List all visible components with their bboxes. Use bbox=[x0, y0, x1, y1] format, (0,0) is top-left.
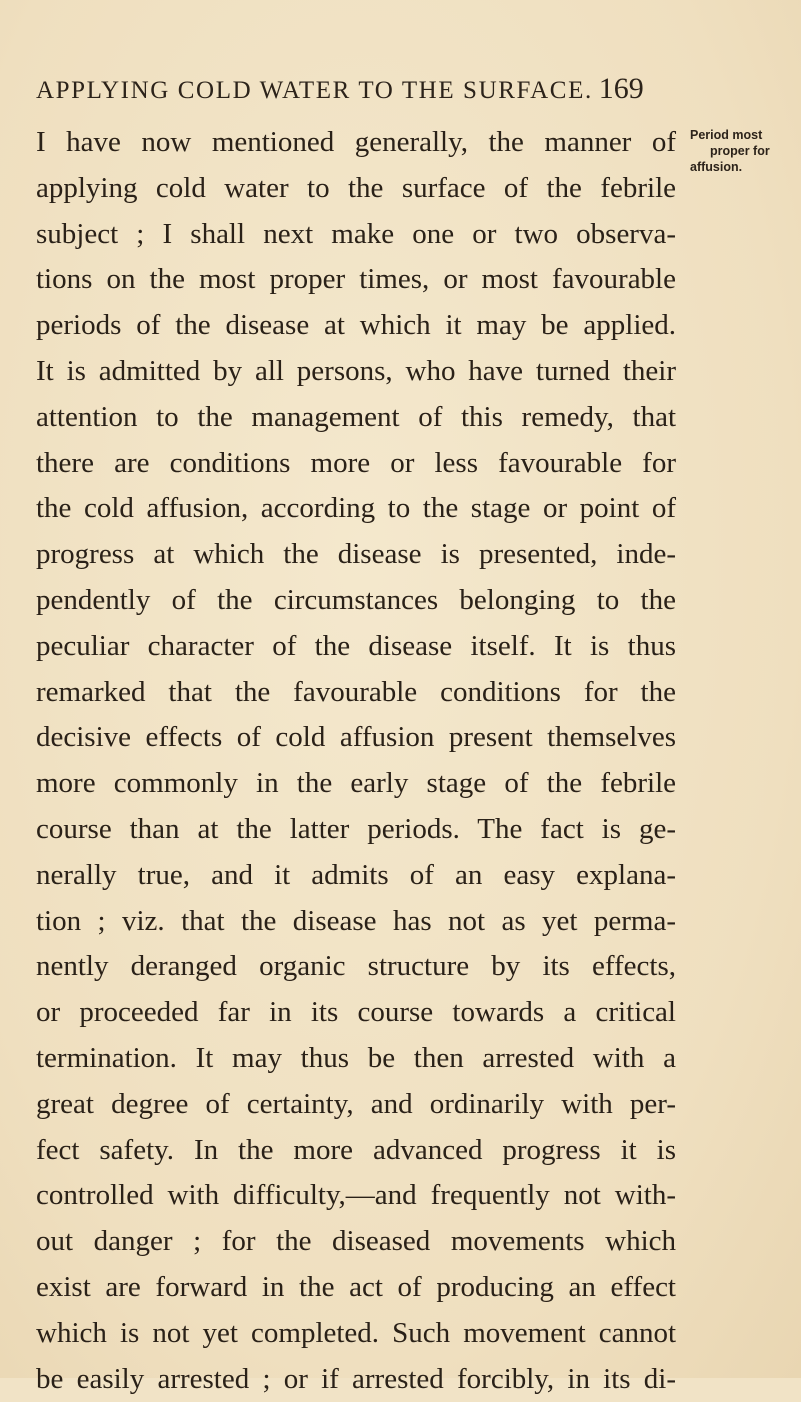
text-line: termination. It may thus be then arrested with a bbox=[36, 1041, 676, 1074]
text-line: tions on the most proper times, or most favourable bbox=[36, 263, 676, 296]
margin-note-line: Period most bbox=[690, 128, 763, 142]
text-line: progress at which the disease is presented, inde- bbox=[36, 538, 676, 571]
text-line: controlled with difficulty,—and frequently not with- bbox=[36, 1179, 676, 1212]
text-line: I have now mentioned generally, the manner of bbox=[36, 126, 676, 158]
text-line: great degree of certainty, and ordinarily with per- bbox=[36, 1087, 676, 1120]
text-line: course than at the latter periods. The fact is ge- bbox=[36, 812, 676, 845]
text-line: applying cold water to the surface of the febrile bbox=[36, 171, 676, 204]
text-line: which is not yet completed. Such movement cannot bbox=[36, 1316, 676, 1349]
text-line: there are conditions more or less favourable for bbox=[36, 446, 676, 479]
text-line: remarked that the favourable conditions for the bbox=[36, 675, 676, 708]
text-line: periods of the disease at which it may be applied. bbox=[36, 309, 676, 342]
body-text bbox=[36, 120, 676, 1402]
text-line: fect safety. In the more advanced progress it is bbox=[36, 1133, 676, 1166]
running-head-title: APPLYING COLD WATER TO THE SURFACE. bbox=[36, 77, 593, 104]
text-line: It is admitted by all persons, who have turned their bbox=[36, 354, 676, 387]
text-line: more commonly in the early stage of the febrile bbox=[36, 767, 676, 800]
running-head bbox=[36, 72, 676, 106]
text-line: out danger ; for the diseased movements which bbox=[36, 1225, 676, 1258]
text-line: be easily arrested ; or if arrested forcibly, in its di- bbox=[36, 1362, 676, 1395]
text-line: the cold affusion, according to the stage or point of bbox=[36, 492, 676, 525]
text-line: peculiar character of the disease itself. It is thus bbox=[36, 629, 676, 662]
text-line: tion ; viz. that the disease has not as yet perma- bbox=[36, 904, 676, 937]
text-line: nently deranged organic structure by its effects, bbox=[36, 950, 676, 983]
text-line: nerally true, and it admits of an easy explana- bbox=[36, 858, 676, 891]
text-line: exist are forward in the act of producing an effect bbox=[36, 1270, 676, 1303]
margin-note-line: affusion. bbox=[690, 160, 743, 174]
margin-note bbox=[690, 127, 796, 175]
page-number: 169 bbox=[598, 72, 644, 105]
margin-note-line: proper for bbox=[710, 144, 770, 158]
text-line: subject ; I shall next make one or two observa- bbox=[36, 217, 676, 250]
text-line: or proceeded far in its course towards a critical bbox=[36, 996, 676, 1029]
text-line: attention to the management of this remedy, that bbox=[36, 400, 676, 433]
text-line: decisive effects of cold affusion present themselves bbox=[36, 721, 676, 754]
text-line: pendently of the circumstances belonging to the bbox=[36, 583, 676, 616]
